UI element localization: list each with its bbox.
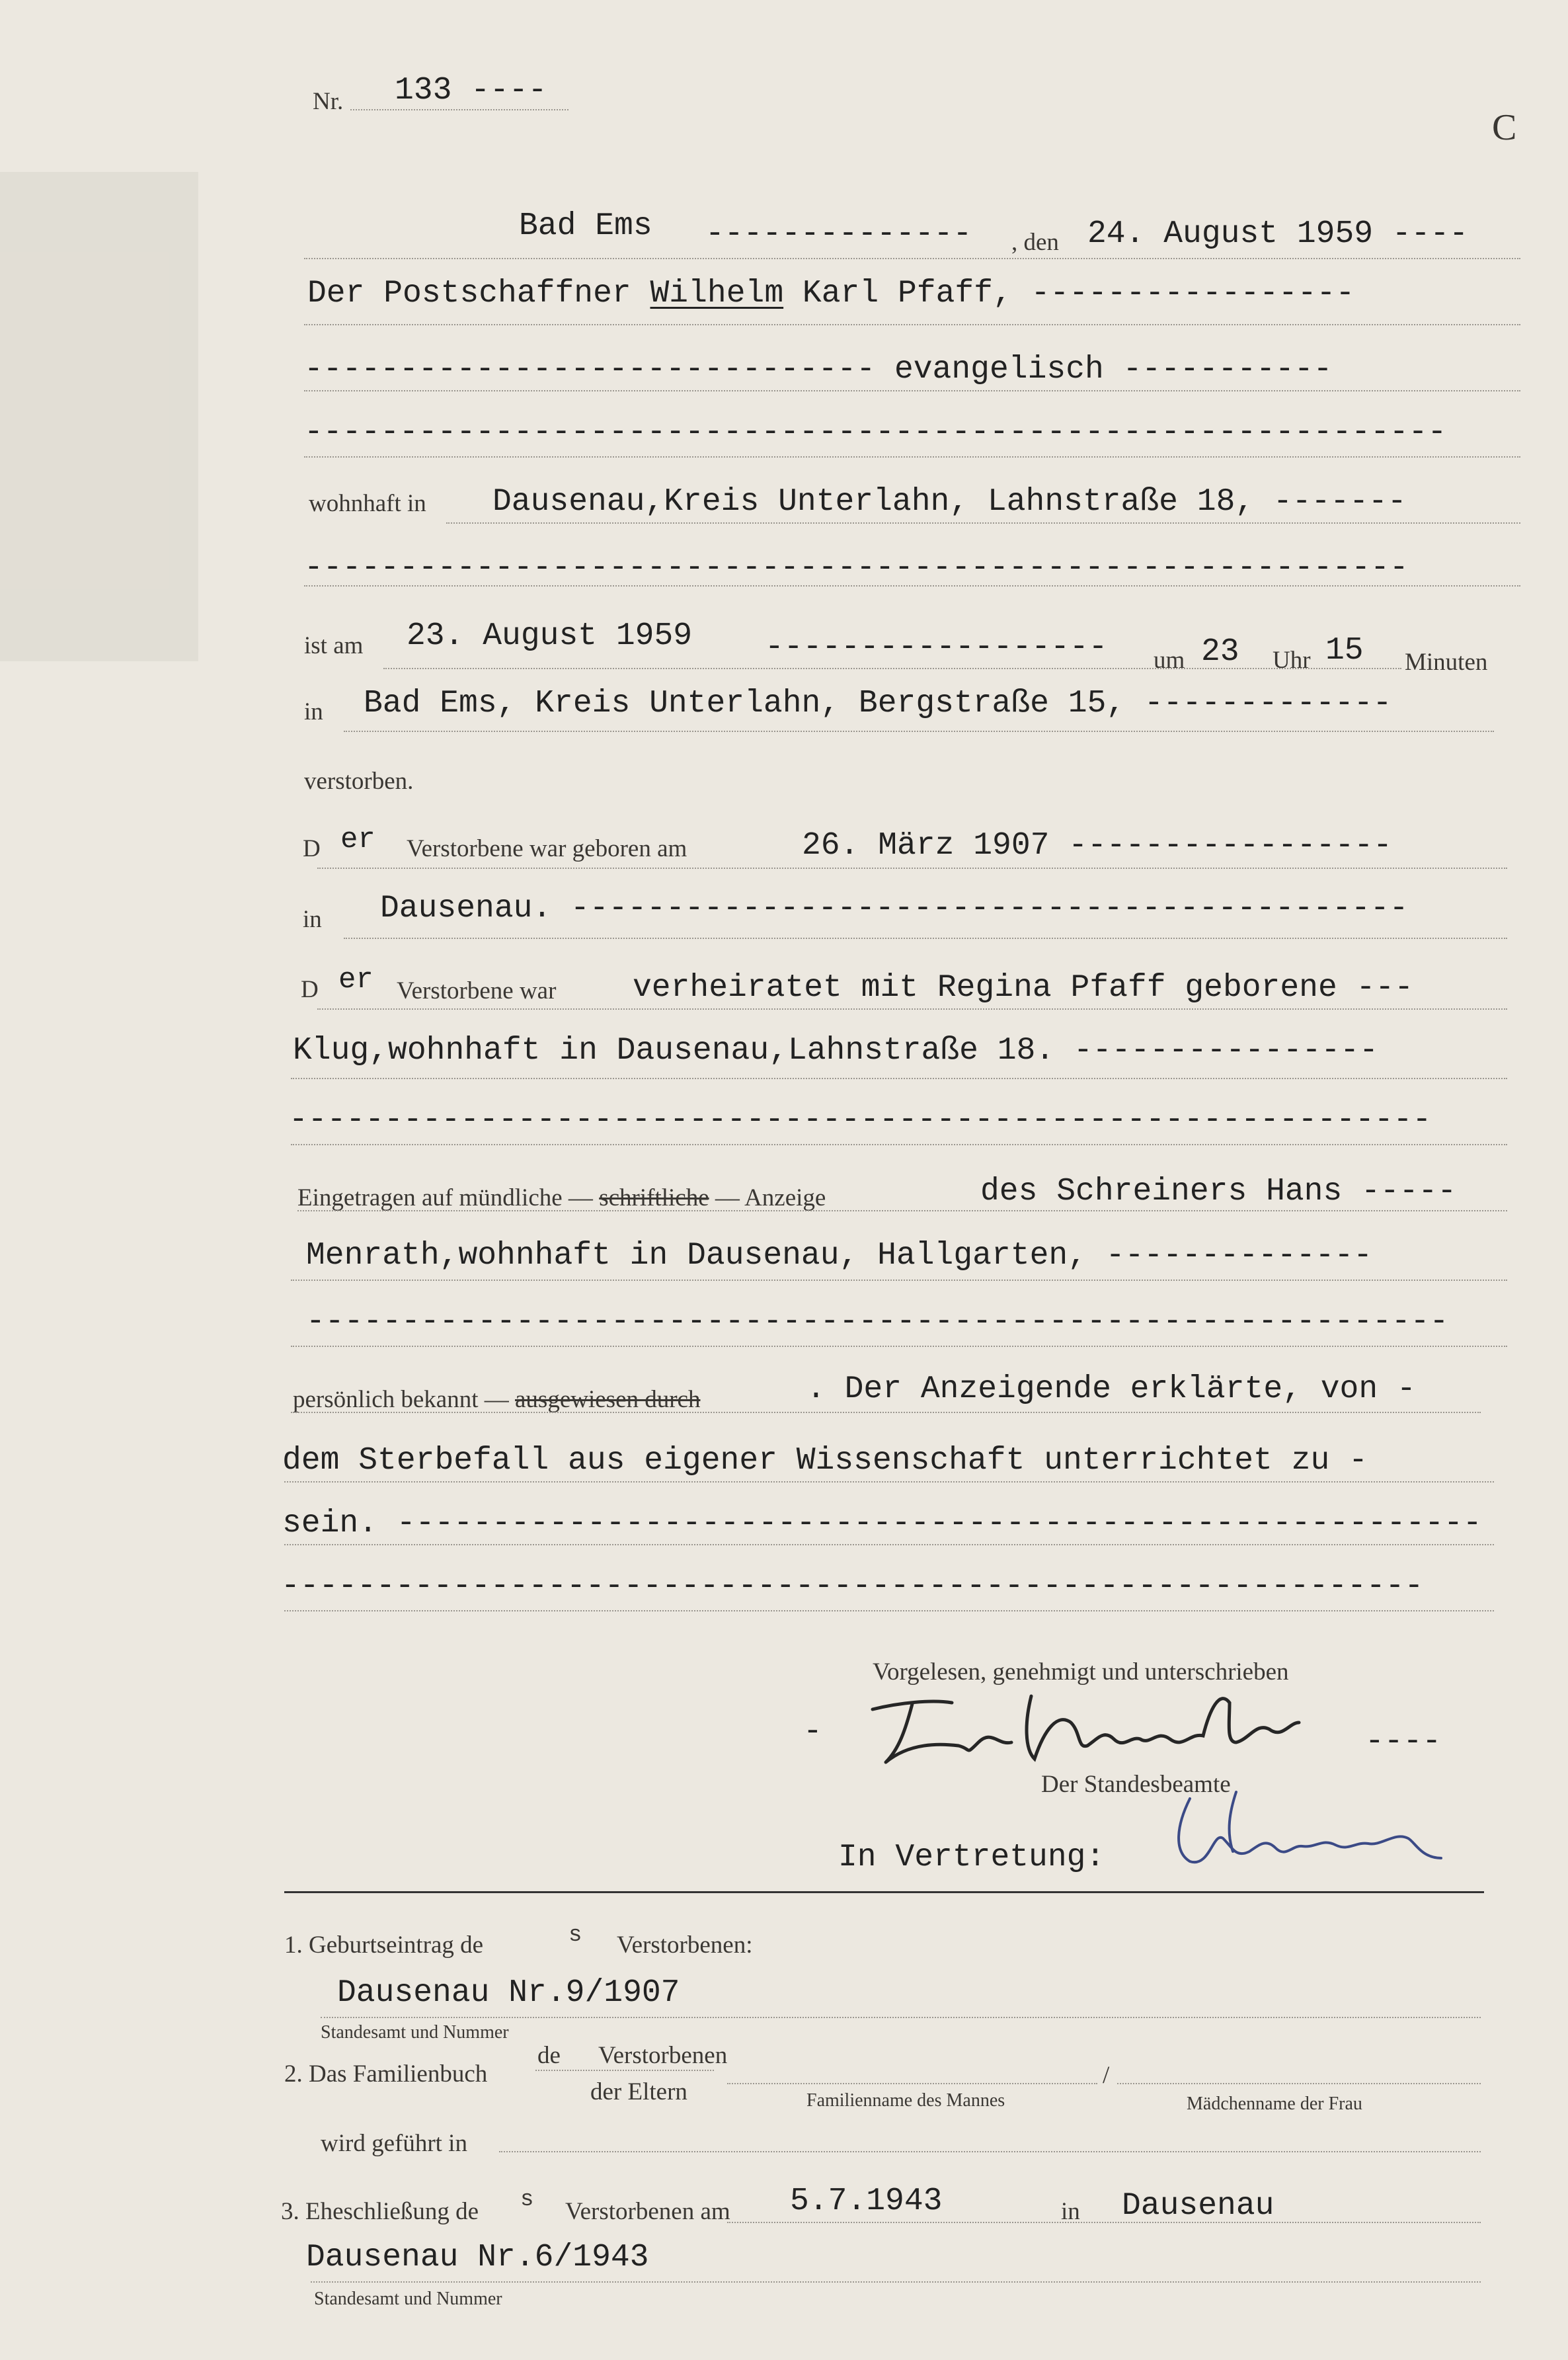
registrar-label: Der Standesbeamte xyxy=(1041,1771,1231,1798)
informant-line-3: ------------------------------------------------------------ xyxy=(306,1304,1449,1340)
birth-entry-label-verstorbenen: Verstorbenen: xyxy=(617,1932,753,1959)
statement-line-1: . Der Anzeigende erklärte, von - xyxy=(806,1371,1416,1407)
informant-line-1: des Schreiners Hans ----- xyxy=(980,1174,1457,1209)
residence-line-2: ---------------------------------------------------------- xyxy=(304,550,1409,586)
deceased-line-2-rule xyxy=(304,390,1520,391)
place-date-line xyxy=(304,258,1520,259)
family-book-de: de xyxy=(537,2042,561,2069)
verstorben-label: verstorben. xyxy=(304,768,414,795)
corner-letter: C xyxy=(1492,107,1517,148)
birth-place-label: in xyxy=(303,906,322,933)
marriage-rule-2 xyxy=(291,1078,1507,1079)
separator-rule xyxy=(284,1891,1484,1893)
statement-rule-2 xyxy=(284,1481,1494,1483)
informant-rule-1 xyxy=(297,1210,1507,1211)
death-date: 23. August 1959 xyxy=(407,618,693,654)
informant-label-anzeige: — Anzeige xyxy=(715,1184,826,1211)
informant-signature xyxy=(859,1683,1335,1775)
statement-label xyxy=(293,1387,700,1412)
deceased-line-1 xyxy=(307,278,1354,309)
death-place: Bad Ems, Kreis Unterlahn, Bergstraße 15, ------------- xyxy=(364,686,1392,721)
maiden-name-wife-caption: Mädchenname der Frau xyxy=(1187,2094,1362,2114)
residence-line-1: Dausenau,Kreis Unterlahn, Lahnstraße 18, ------- xyxy=(492,484,1407,520)
birth-place: Dausenau. -------------------------------------------- xyxy=(380,891,1409,926)
informant-rule-2 xyxy=(291,1280,1507,1281)
death-date-dashes: ------------------ xyxy=(765,630,1108,665)
marriage-rule-1 xyxy=(317,1008,1507,1010)
informant-rule-3 xyxy=(291,1346,1507,1347)
marriage-entry-rule xyxy=(727,2222,1481,2223)
hour-label-um: um xyxy=(1154,647,1185,674)
family-book-parents: der Eltern xyxy=(590,2078,687,2105)
deceased-line-1-rule xyxy=(304,324,1520,325)
registrar-signature xyxy=(1150,1785,1481,1878)
death-place-rule xyxy=(344,731,1494,732)
deceased-religion-line: ------------------------------ evangelisch ----------- xyxy=(304,352,1333,387)
marriage-line-2: Klug,wohnhaft in Dausenau,Lahnstraße 18. ---------------- xyxy=(293,1033,1378,1069)
death-place-label: in xyxy=(304,698,323,725)
marriage-line-1: verheiratet mit Regina Pfaff geborene --- xyxy=(633,970,1413,1006)
birth-date: 26. März 1907 ----------------- xyxy=(802,828,1392,864)
registry-place: Bad Ems xyxy=(519,208,652,244)
birth-entry-label xyxy=(284,1933,483,1957)
marriage-entry-place: Dausenau xyxy=(1122,2188,1274,2224)
signature-dash-left: - xyxy=(803,1714,822,1750)
death-minute: 15 xyxy=(1325,633,1364,669)
deceased-given-name-underlined: Wilhelm xyxy=(650,276,784,311)
nr-line xyxy=(350,109,568,110)
deceased-name-rest: Karl Pfaff, ----------------- xyxy=(783,276,1355,311)
birth-article: er xyxy=(340,823,375,856)
statement-line-4: ------------------------------------------------------------ xyxy=(281,1568,1424,1604)
birth-entry-value: Dausenau Nr.9/1907 xyxy=(337,1975,680,2011)
birth-place-rule xyxy=(344,938,1507,939)
informant-line-2: Menrath,wohnhaft in Dausenau, Hallgarten, -------------- xyxy=(306,1238,1373,1274)
register-number: 133 ---- xyxy=(395,73,547,108)
deceased-occupation: Der Postschaffner xyxy=(307,276,650,311)
birth-d-label: D xyxy=(303,835,321,862)
residence-rule-2 xyxy=(304,585,1520,587)
birth-entry-caption: Standesamt und Nummer xyxy=(321,2022,509,2043)
marriage-entry-date: 5.7.1943 xyxy=(790,2183,943,2219)
marriage-label: Verstorbene war xyxy=(397,977,557,1004)
registration-date: 24. August 1959 ---- xyxy=(1087,216,1469,252)
informant-label-written-struck: schriftliche xyxy=(599,1184,709,1211)
residence-rule-1 xyxy=(446,522,1520,524)
kept-in-rule xyxy=(499,2151,1481,2152)
kept-in-label: wird geführt in xyxy=(321,2130,467,2157)
statement-line-2: dem Sterbefall aus eigener Wissenschaft unterrichtet zu - xyxy=(282,1443,1368,1479)
statement-rule-3 xyxy=(284,1544,1494,1545)
deputy-label: In Vertretung: xyxy=(838,1840,1105,1875)
statement-label-known: persönlich bekannt — xyxy=(293,1386,509,1413)
residence-label: wohnhaft in xyxy=(309,490,426,517)
uhr-label: Uhr xyxy=(1273,647,1311,674)
informant-label-oral: Eingetragen auf mündliche — xyxy=(297,1184,593,1211)
death-date-label: ist am xyxy=(304,632,364,659)
family-book-verstorbenen: Verstorbenen xyxy=(598,2042,728,2069)
statement-rule-4 xyxy=(284,1610,1494,1611)
birth-entry-label-text: 1. Geburtseintrag de xyxy=(284,1932,484,1959)
marriage-d-label: D xyxy=(301,976,319,1003)
birth-label: Verstorbene war geboren am xyxy=(407,835,687,862)
signature-dash-right: ---- xyxy=(1365,1724,1442,1760)
statement-label-identified-struck: ausgewiesen durch xyxy=(515,1386,701,1413)
read-approved-label: Vorgelesen, genehmigt und unterschrieben xyxy=(873,1658,1289,1686)
birth-date-rule xyxy=(317,868,1507,869)
family-book-wife-rule xyxy=(1117,2083,1481,2084)
minuten-label: Minuten xyxy=(1405,649,1488,676)
family-book-man-rule xyxy=(727,2083,1097,2084)
family-book-mid-rule xyxy=(535,2070,714,2071)
marriage-entry-label: 3. Eheschließung de xyxy=(281,2198,479,2225)
marriage-entry-value-rule xyxy=(311,2281,1481,2283)
birth-entry-rule xyxy=(321,2017,1481,2018)
bleed-through-left xyxy=(0,172,198,661)
marriage-entry-verstorbenen: Verstorbenen am xyxy=(565,2198,730,2225)
marriage-rule-3 xyxy=(291,1144,1507,1145)
marriage-entry-in: in xyxy=(1061,2198,1080,2225)
place-dashes: -------------- xyxy=(705,216,972,252)
marriage-line-3: ------------------------------------------------------------ xyxy=(289,1102,1432,1138)
den-label: , den xyxy=(1011,229,1059,256)
statement-line-3: sein. --------------------------------------------------------- xyxy=(282,1506,1482,1541)
marriage-entry-value: Dausenau Nr.6/1943 xyxy=(306,2240,649,2275)
family-book-label: 2. Das Familienbuch xyxy=(284,2060,488,2088)
birth-entry-article: s xyxy=(568,1923,582,1948)
death-date-rule xyxy=(383,668,1401,669)
death-hour: 23 xyxy=(1201,634,1239,670)
deceased-blank-line: ------------------------------------------------------------ xyxy=(304,415,1447,450)
family-name-man-caption: Familienname des Mannes xyxy=(806,2090,1005,2111)
informant-label xyxy=(297,1186,826,1210)
deceased-line-3-rule xyxy=(304,456,1520,458)
nr-label: Nr. xyxy=(313,88,344,115)
marriage-article: er xyxy=(338,963,373,997)
marriage-entry-article: s xyxy=(520,2187,534,2213)
marriage-entry-caption: Standesamt und Nummer xyxy=(314,2289,502,2309)
family-book-slash: / xyxy=(1103,2062,1110,2089)
statement-rule-1 xyxy=(291,1412,1481,1413)
